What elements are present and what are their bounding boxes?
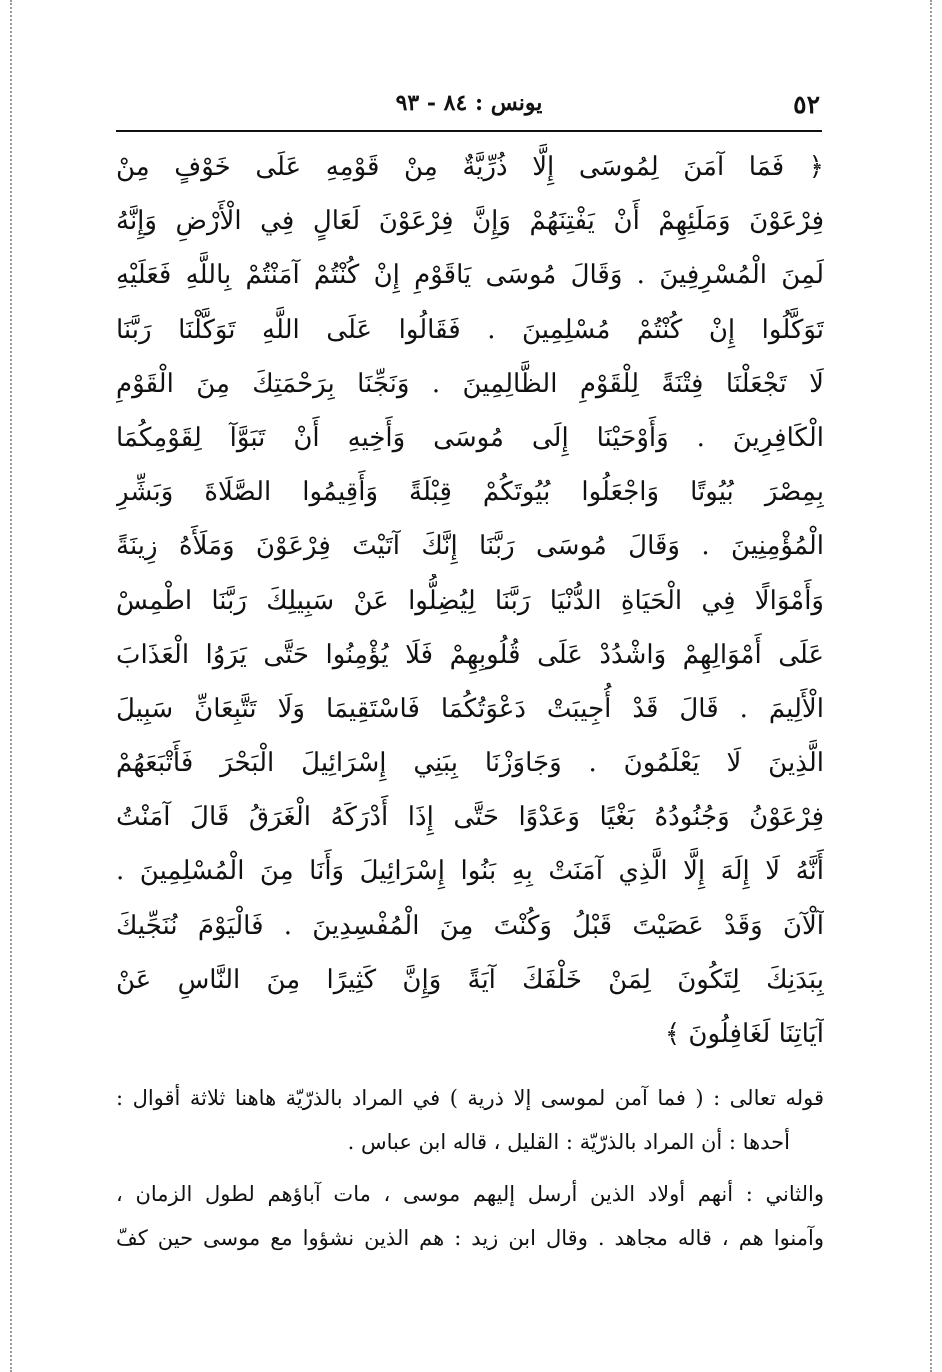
commentary-block xyxy=(116,1076,824,1260)
page-header xyxy=(116,84,822,128)
verse-line: الْمُؤْمِنِينَ . وَقَالَ مُوسَى رَبَّنَا إِنَّكَ آتَيْتَ فِرْعَوْنَ وَمَلَأَهُ زِينَةً xyxy=(116,531,824,562)
verse-line: فِرْعَوْنَ وَمَلَئِهِمْ أَنْ يَفْتِنَهُمْ وَإِنَّ فِرْعَوْنَ لَعَالٍ فِي الْأَرْضِ وَإِنَّهُ xyxy=(116,206,824,237)
left-margin-dotted-rule xyxy=(10,0,12,1372)
verse-line: الَّذِينَ لَا يَعْلَمُونَ . وَجَاوَزْنَا بِبَنِي إِسْرَائِيلَ الْبَحْرَ فَأَتْبَعَهُمْ xyxy=(116,748,824,779)
verse-line: ﴿ فَمَا آمَنَ لِمُوسَى إِلَّا ذُرِّيَّةٌ مِنْ قَوْمِهِ عَلَى خَوْفٍ مِنْ xyxy=(116,152,824,182)
right-margin-dotted-rule xyxy=(930,0,932,1372)
verse-line: آلْآنَ وَقَدْ عَصَيْتَ قَبْلُ وَكُنْتَ مِنَ الْمُفْسِدِينَ . فَالْيَوْمَ نُنَجِّيكَ xyxy=(116,910,824,941)
quran-verse-block xyxy=(116,140,824,1061)
verse-line: لَمِنَ الْمُسْرِفِينَ . وَقَالَ مُوسَى يَاقَوْمِ إِنْ كُنْتُمْ آمَنْتُمْ بِاللَّهِ فَعَلَيْهِ xyxy=(116,260,824,291)
verse-line: أَنَّهُ لَا إِلَهَ إِلَّا الَّذِي آمَنَتْ بِهِ بَنُوا إِسْرَائِيلَ وَأَنَا مِنَ الْمُسْلِمِينَ . xyxy=(116,856,824,887)
verse-line: فِرْعَوْنُ وَجُنُودُهُ بَغْيًا وَعَدْوًا حَتَّى إِذَا أَدْرَكَهُ الْغَرَقُ قَالَ آمَنْتُ xyxy=(116,802,824,833)
commentary-line: قوله تعالى : ( فما آمن لموسى إلا ذرية ) في المراد بالذرّيّة هاهنا ثلاثة أقوال : xyxy=(116,1086,824,1110)
commentary-line: وآمنوا هم ، قاله مجاهد . وقال ابن زيد : هم الذين نشؤوا مع موسى حين كفّ xyxy=(116,1226,824,1250)
running-title: يونس : ٨٤ - ٩٣ xyxy=(395,90,543,116)
header-rule xyxy=(116,130,822,132)
verse-line: تَوَكَّلُوا إِنْ كُنْتُمْ مُسْلِمِينَ . فَقَالُوا عَلَى اللَّهِ تَوَكَّلْنَا رَبَّنَا xyxy=(116,314,824,345)
verse-line: وَأَمْوَالًا فِي الْحَيَاةِ الدُّنْيَا رَبَّنَا لِيُضِلُّوا عَنْ سَبِيلِكَ رَبَّنَا اطْمِسْ xyxy=(116,585,824,616)
verse-line: لَا تَجْعَلْنَا فِتْنَةً لِلْقَوْمِ الظَّالِمِينَ . وَنَجِّنَا بِرَحْمَتِكَ مِنَ الْقَوْمِ xyxy=(116,368,824,399)
verse-line: عَلَى أَمْوَالِهِمْ وَاشْدُدْ عَلَى قُلُوبِهِمْ فَلَا يُؤْمِنُوا حَتَّى يَرَوُا الْعَذَابَ xyxy=(116,639,824,670)
verse-line: آيَاتِنَا لَغَافِلُونَ ﴾ xyxy=(664,1019,824,1049)
verse-line: الْكَافِرِينَ . وَأَوْحَيْنَا إِلَى مُوسَى وَأَخِيهِ أَنْ تَبَوَّآ لِقَوْمِكُمَا xyxy=(116,422,824,453)
verse-line: الْأَلِيمَ . قَالَ قَدْ أُجِيبَتْ دَعْوَتُكُمَا فَاسْتَقِيمَا وَلَا تَتَّبِعَانِّ سَبِيلَ xyxy=(116,693,824,724)
commentary-line: والثاني : أنهم أولاد الذين أرسل إليهم موسى ، مات آباؤهم لطول الزمان ، xyxy=(116,1182,824,1206)
page-number: ٥٢ xyxy=(793,90,820,119)
verse-line: بِمِصْرَ بُيُوتًا وَاجْعَلُوا بُيُوتَكُمْ قِبْلَةً وَأَقِيمُوا الصَّلَاةَ وَبَشِّرِ xyxy=(116,477,824,508)
verse-line: بِبَدَنِكَ لِتَكُونَ لِمَنْ خَلْفَكَ آيَةً وَإِنَّ كَثِيرًا مِنَ النَّاسِ عَنْ xyxy=(116,964,824,995)
commentary-line: أحدها : أن المراد بالذرّيّة : القليل ، قاله ابن عباس . xyxy=(347,1130,790,1154)
